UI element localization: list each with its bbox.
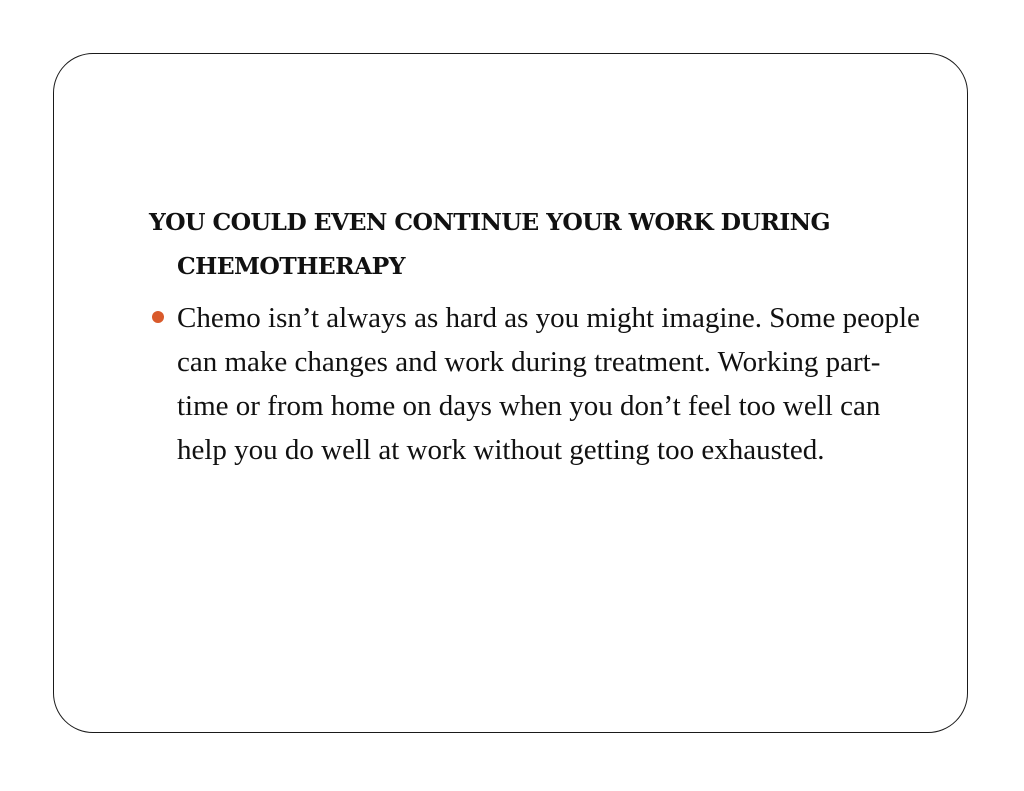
slide-heading: YOU COULD EVEN CONTINUE YOUR WORK DURING CHEMOTHERAPY — [149, 208, 830, 280]
bullet-list — [149, 296, 929, 472]
bullet-item — [149, 296, 929, 472]
bullet-dot-icon — [152, 311, 164, 323]
bullet-text: Chemo isn’t always as hard as you might imagine. Some people can make changes and work during treatment. Working part-time or from home on days when you don’t feel too well can help you do well at work without getting too exhausted. — [177, 302, 920, 466]
